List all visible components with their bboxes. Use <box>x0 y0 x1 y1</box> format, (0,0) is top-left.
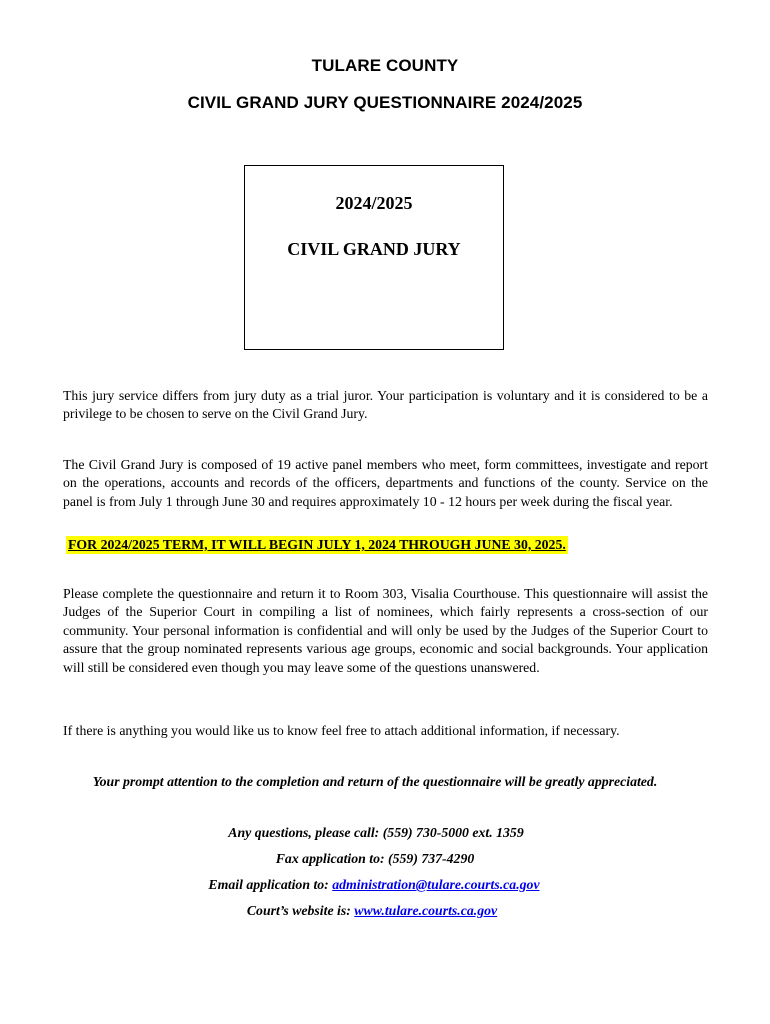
intro-paragraph: This jury service differs from jury duty as a trial juror. Your participation is voluntary and it is considered to be a privilege to be chosen to serve on the Civil Grand Jury. <box>63 388 708 422</box>
contact-email <box>0 876 759 894</box>
composition-paragraph: The Civil Grand Jury is composed of 19 active panel members who meet, form committees, investigate and report on the operations, accounts and records of the officers, departments and functions of the county. Service on the panel is from July 1 through June 30 and requires approximately 10 - 12 hours per week during the fiscal year. <box>63 457 708 509</box>
website-label: Court’s website is: <box>246 903 355 918</box>
term-box-year: 2024/2025 <box>335 193 413 213</box>
term-box <box>244 165 504 350</box>
email-label: Email application to: <box>208 877 333 892</box>
instructions-paragraph: Please complete the questionnaire and return it to Room 303, Visalia Courthouse. This questionnaire will assist the Judges of the Superior Court in compiling a list of nominees, which fairly represents a cross-section of our community. Your personal information is confidential and will only be used by the Judges of the Superior Court to assure that the group nominated represents various age groups, economic and social backgrounds. Your application will still be considered even though you may leave some of the questions unanswered. <box>63 586 708 675</box>
contact-website <box>0 902 757 920</box>
county-heading: TULARE COUNTY <box>311 56 459 75</box>
contact-phone: Any questions, please call: (559) 730-5000 ext. 1359 <box>228 825 524 840</box>
term-notice: FOR 2024/2025 TERM, IT WILL BEGIN JULY 1, 2024 THROUGH JUNE 30, 2025. <box>68 537 566 552</box>
email-link[interactable]: administration@tulare.courts.ca.gov <box>332 877 540 892</box>
questionnaire-title: CIVIL GRAND JURY QUESTIONNAIRE 2024/2025 <box>187 93 583 112</box>
additional-info-paragraph: If there is anything you would like us to know feel free to attach additional information, if necessary. <box>63 723 620 738</box>
term-box-label: CIVIL GRAND JURY <box>287 239 461 259</box>
website-link[interactable]: www.tulare.courts.ca.gov <box>354 903 498 918</box>
contact-fax: Fax application to: (559) 737-4290 <box>275 851 475 866</box>
appreciation-note: Your prompt attention to the completion and return of the questionnaire will be greatly appreciated. <box>92 774 658 789</box>
